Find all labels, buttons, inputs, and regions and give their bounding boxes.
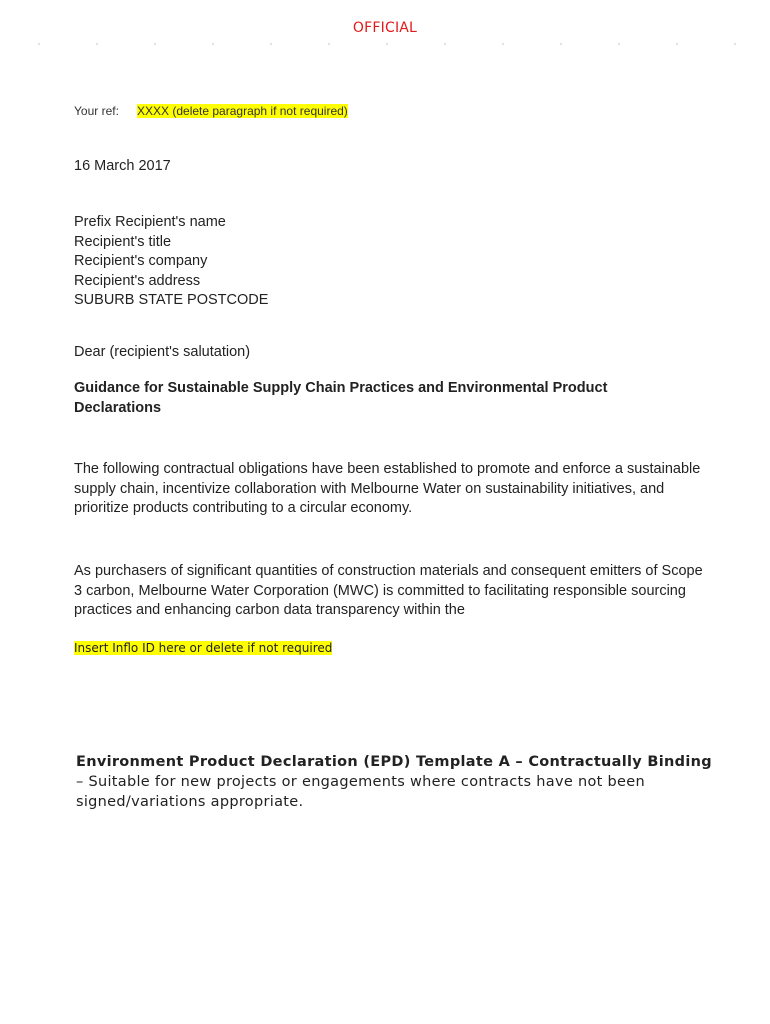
- address-line: Recipient's company: [74, 253, 208, 269]
- reference-label: Your ref:: [74, 104, 119, 118]
- reference-line: [74, 104, 348, 118]
- epd-description: – Suitable for new projects or engagements where contracts have not been signed/variations appropriate.: [76, 774, 645, 810]
- salutation: Dear (recipient's salutation): [74, 344, 251, 360]
- body-paragraph: As purchasers of significant quantities of construction materials and consequent emitters of Scope 3 carbon, Melbourne Water Corporation (MWC) is committed to facilitating responsible sourcing practices and enhancing carbon data transparency within the: [74, 563, 703, 618]
- inflo-id-placeholder: [74, 641, 332, 655]
- epd-template-section: [76, 752, 716, 812]
- classification-label: OFFICIAL: [352, 20, 418, 36]
- address-line: SUBURB STATE POSTCODE: [74, 292, 269, 308]
- body-paragraph: The following contractual obligations have been established to promote and enforce a sustainable supply chain, incentivize collaboration with Melbourne Water on sustainability initiatives, and prioritize products contributing to a circular economy.: [74, 461, 701, 516]
- epd-heading: Environment Product Declaration (EPD) Template A – Contractually Binding: [76, 754, 712, 770]
- address-line: Recipient's title: [74, 233, 172, 250]
- address-line: Recipient's address: [74, 272, 201, 289]
- reference-value: XXXX (delete paragraph if not required): [137, 104, 348, 118]
- recipient-address: [74, 213, 268, 311]
- address-line: Prefix Recipient's name: [74, 214, 226, 230]
- inflo-id-text: Insert Inflo ID here or delete if not required: [74, 641, 333, 655]
- letter-date: 16 March 2017: [74, 158, 171, 174]
- header-divider: [10, 42, 760, 46]
- letter-subject: Guidance for Sustainable Supply Chain Practices and Environmental Product Declarations: [74, 380, 608, 416]
